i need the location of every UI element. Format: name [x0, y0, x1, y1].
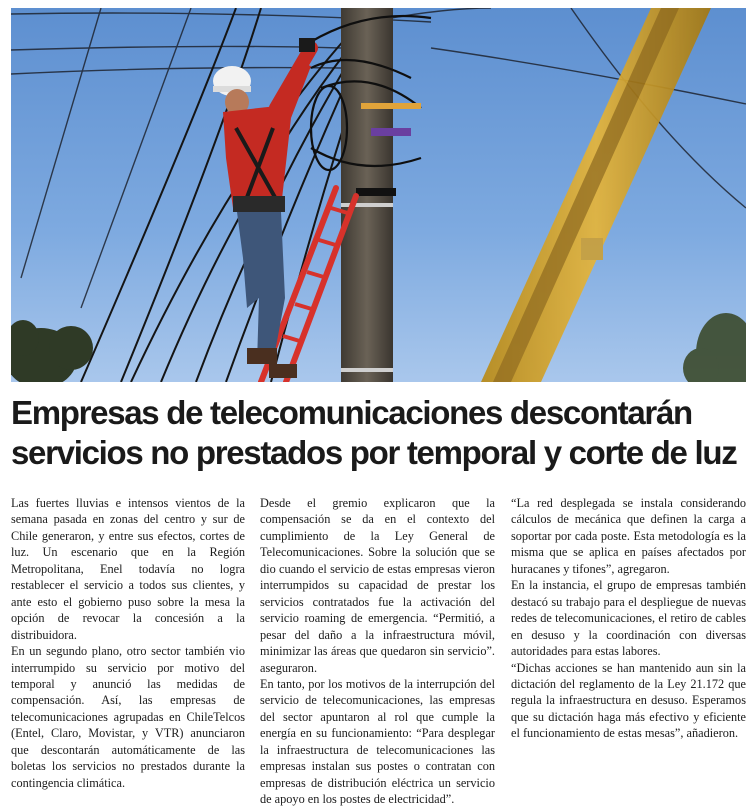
headline-line-2: servicios no prestados por temporal y corte de luz	[11, 434, 737, 471]
paragraph: Desde el gremio explicaron que la compensación se da en el contexto del cumplimiento de la Ley General de Telecomunicaciones. Sobre la solución que se dio cuando el servicio de estas empresas vieron interrumpidos su capacidad de prestar los servicios contratados fue la activación del servicio roaming de emergencia. “Permitió, a pesar del daño a la infraestructura móvil, minimizar las áreas que quedaron sin servicio”. aseguraron.	[260, 496, 495, 675]
paragraph: “La red desplegada se instala considerando cálculos de mecánica que definen la carga a soportar por cada poste. Esta metodología es la misma que se aplica en países afectados por huracanes y tifones”, agregaron.	[511, 496, 746, 576]
article-photo-worker-on-pole	[11, 8, 746, 382]
paragraph: En la instancia, el grupo de empresas también destacó su trabajo para el despliegue de nuevas redes de telecomunicaciones, el retiro de cables en desuso y la coordinación con diversas autoridades para estas labores.	[511, 578, 746, 659]
paragraph: Las fuertes lluvias e intensos vientos de la semana pasada en zonas del centro y sur de Chile generaron, y entre sus efectos, cortes de luz. Un escenario que en la Región Metropolitana, Enel todavía no logra restablecer el servicio a todos sus clientes, y ante esto el gobierno puso sobre la mesa la opción de revocar la concesión a la distribuidora.	[11, 496, 245, 642]
article-column-2	[260, 495, 495, 808]
paragraph: En tanto, por los motivos de la interrupción del servicio de telecomunicaciones, las empresas del sector apuntaron al rol que cumple la energía en su funcionamiento: “Para desplegar la infraestructura de telecomunicaciones las empresas instalan sus postes o contratan con empresas de distribución eléctrica un servicio de apoyo en los postes de electricidad”.	[260, 676, 495, 807]
paragraph: En un segundo plano, otro sector también vio interrumpido su servicio por motivo del temporal y anunció las medidas de compensación. Así, las empresas de telecomunicaciones agrupadas en ChileTelcos (Entel, Claro, Movistar, y VTR) anunciaron que descontarán automáticamente de las boletas los servicios no prestados durante la contingencia climática.	[11, 644, 245, 790]
headline-line-1: Empresas de telecomunicaciones descontarán	[11, 394, 692, 431]
article-column-3	[511, 495, 746, 742]
paragraph: “Dichas acciones se han mantenido aun sin la dictación del reglamento de la Ley 21.172 que regula la infraestructura en desuso. Esperamos que su dictación haga más efectivo y eficiente el funcionamiento de estas mesas”, añadieron.	[511, 660, 746, 741]
article-column-1	[11, 495, 245, 791]
article-headline	[11, 393, 746, 473]
